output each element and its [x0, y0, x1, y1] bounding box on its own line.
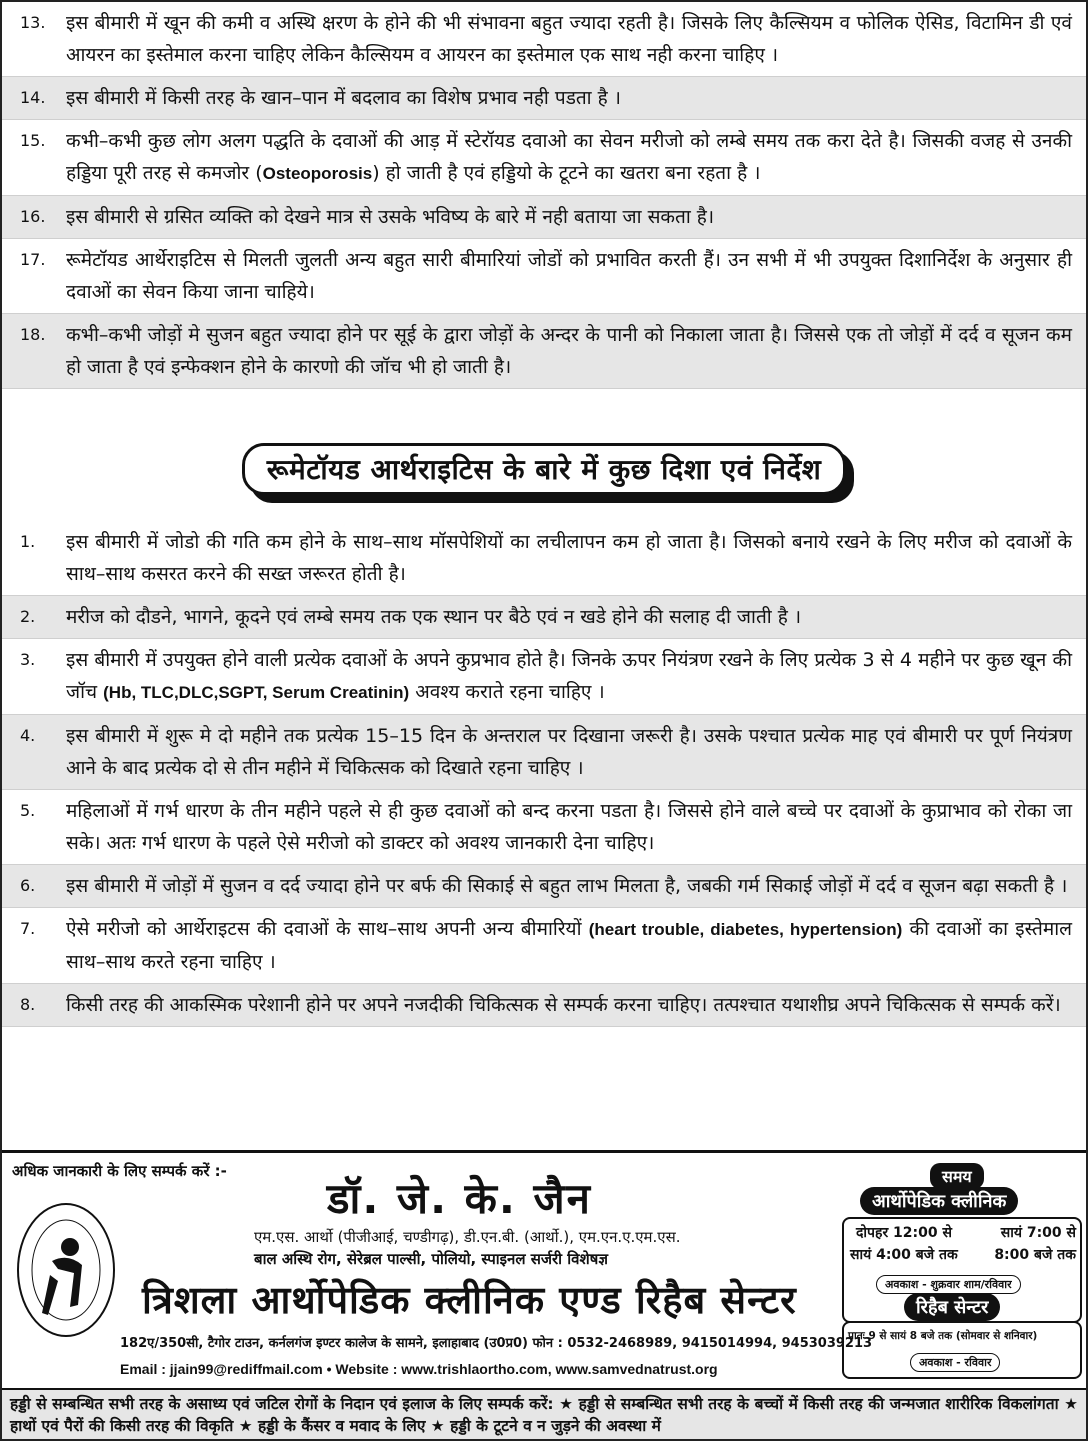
- clinic-timing-label: आर्थोपेडिक क्लीनिक: [860, 1187, 1018, 1215]
- item-text: इस बीमारी में किसी तरह के खान–पान में बदलाव का विशेष प्रभाव नही पडता है ।: [66, 87, 621, 109]
- item-number: 7.: [20, 919, 36, 938]
- item-text: कभी–कभी कुछ लोग अलग पद्धति के दवाओं की आड़ में स्टेरॉयड दवाओ का सेवन मरीजो को लम्बे समय तक करा देते है। जिसकी वजह से उनकी हड्डिया पूरी तरह से कमजोर (: [66, 130, 1072, 184]
- slot2-start: सायं 7:00 से: [1000, 1225, 1076, 1241]
- item-text: इस बीमारी में शुरू मे दो महीने तक प्रत्येक 15–15 दिन के अन्तराल पर दिखाना जरूरी है। उसके पश्चात प्रत्येक माह एवं बीमारी पर पूर्ण नियंत्रण आने के बाद प्रत्येक दो से तीन महीने में चिकित्सक को दिखाते रहना चाहिए ।: [66, 725, 1072, 779]
- item-number: 8.: [20, 995, 36, 1014]
- item-bold-term: (heart trouble, diabetes, hypertension): [588, 920, 903, 939]
- section-heading-wrap: [2, 389, 1086, 521]
- guide-item-2: [2, 596, 1086, 639]
- guide-item-6: [2, 865, 1086, 908]
- item-number: 18.: [20, 325, 46, 344]
- item-number: 15.: [20, 131, 46, 150]
- doctor-specialties: बाल अस्थि रोग, सेरेब्रल पाल्सी, पोलियो, स्पाइनल सर्जरी विशेषज्ञ: [254, 1250, 608, 1268]
- section-heading: रूमेटॉयड आर्थराइटिस के बारे में कुछ दिशा एवं निर्देश: [242, 443, 847, 495]
- item-text: किसी तरह की आकस्मिक परेशानी होने पर अपने नजदीकी चिकित्सक से सम्पर्क करना चाहिए। तत्पश्चात यथाशीघ्र अपने चिकित्सक से सम्पर्क करें।: [66, 994, 1061, 1016]
- item-number: 16.: [20, 207, 46, 226]
- list-item-13: [2, 2, 1086, 77]
- slot1-start: दोपहर 12:00 से: [856, 1225, 952, 1241]
- item-number: 4.: [20, 726, 36, 745]
- item-number: 6.: [20, 876, 36, 895]
- item-text: महिलाओं में गर्भ धारण के तीन महीने पहले से ही कुछ दवाओं को बन्द करना पडता है। जिससे होने वाले बच्चे पर दवाओं के कुप्राभाव को रोका जा सके। अतः गर्भ धारण के पहले ऐसे मरीजो को डाक्टर को अवश्य जानकारी देना चाहिए।: [66, 800, 1072, 854]
- list-item-18: [2, 314, 1086, 389]
- item-text: ऐसे मरीजो को आर्थेराइटस की दवाओं के साथ–साथ अपनी अन्य बीमारियों: [66, 918, 589, 940]
- timing-panel: [840, 1163, 1082, 1381]
- contact-footer: [2, 1150, 1086, 1386]
- list-item-17: [2, 239, 1086, 314]
- contact-email-website: Email : jjain99@rediffmail.com • Website : www.trishlaortho.com, www.samvednatrust.org: [120, 1361, 718, 1377]
- guide-list: [2, 521, 1086, 1027]
- clinic-name: त्रिशला आर्थोपेडिक क्लीनिक एण्ड रिहैब सेन्टर: [142, 1278, 797, 1322]
- list-item-15: [2, 120, 1086, 196]
- rehab-timing-box: [842, 1321, 1082, 1379]
- services-bar: हड्डी से सम्बन्धित सभी तरह के असाध्य एवं जटिल रोगों के निदान एवं इलाज के लिए सम्पर्क करें: ★ हड्डी से सम्बन्धित सभी तरह के बच्चों में किसी तरह की जन्मजात शारीरिक विकलांगता ★ हाथों एवं पैरों की किसी तरह की विकृति ★ हड्डी के कैंसर व मवाद के लिए ★ हड्डी के टूटने व न जुड़ने की अवस्था में: [2, 1388, 1086, 1439]
- item-text: इस बीमारी से ग्रसित व्यक्ति को देखने मात्र से उसके भविष्य के बारे में नही बताया जा सकता है।: [66, 206, 715, 228]
- guide-item-3: [2, 639, 1086, 715]
- rehab-hours: प्रातः 9 से सायं 8 बजे तक (सोमवार से शनिवार): [848, 1330, 1038, 1342]
- item-text: इस बीमारी में खून की कमी व अस्थि क्षरण के होने की भी संभावना बहुत ज्यादा रहती है। जिसके लिए कैल्सियम व फोलिक ऐसिड, विटामिन डी एवं आयरन का इस्तेमाल करना चाहिए लेकिन कैल्सियम व आयरन का इस्तेमाल एक साथ नही करना चाहिए ।: [66, 12, 1072, 66]
- clinic-logo: [12, 1195, 120, 1345]
- slot2-end: 8:00 बजे तक: [994, 1247, 1076, 1263]
- item-text: कभी–कभी जोड़ों मे सुजन बहुत ज्यादा होने पर सूई के द्वारा जोड़ों के अन्दर के पानी को निकाला जाता है। जिससे एक तो जोड़ों में दर्द व सूजन कम हो जाता है एवं इन्फेक्शन होने के कारणो की जॉच भी हो जाती है।: [66, 324, 1072, 378]
- item-number: 1.: [20, 532, 36, 551]
- item-bold-term: (Hb, TLC,DLC,SGPT, Serum Creatinin): [103, 683, 410, 702]
- item-number: 17.: [20, 250, 46, 269]
- timing-title: समय: [930, 1163, 984, 1189]
- item-text: इस बीमारी में जोडो की गति कम होने के साथ–साथ मॉसपेशियों का लचीलापन कम हो जाता है। जिसको बनाये रखने के लिए मरीज को दवाओं के साथ–साथ कसरत करने की सख्त जरूरत होती है।: [66, 531, 1072, 585]
- item-text: मरीज को दौडने, भागने, कूदने एवं लम्बे समय तक एक स्थान पर बैठे एवं न खडे होने की सलाह दी जाती है ।: [66, 606, 802, 628]
- item-text: अवश्य कराते रहना चाहिए ।: [409, 681, 605, 703]
- guide-item-4: [2, 715, 1086, 790]
- item-number: 14.: [20, 88, 46, 107]
- item-bold-term: Osteoporosis: [262, 164, 373, 183]
- item-number: 5.: [20, 801, 36, 820]
- rehab-holiday: अवकाश - रविवार: [910, 1353, 1000, 1372]
- rehab-timing-label: रिहैब सेन्टर: [904, 1293, 1000, 1321]
- doctor-qualifications: एम.एस. आर्थो (पीजीआई, चण्डीगढ़), डी.एन.बी. (आर्थो.), एम.एन.ए.एम.एस.: [254, 1228, 681, 1246]
- contact-label: अधिक जानकारी के लिए सम्पर्क करें :-: [12, 1162, 227, 1180]
- item-text: की दवाओं का इस्तेमाल साथ–साथ करते रहना चाहिए ।: [66, 918, 1073, 973]
- clinic-holiday: अवकाश - शुक्रवार शाम/रविवार: [876, 1275, 1021, 1294]
- item-number: 3.: [20, 650, 36, 669]
- item-number: 2.: [20, 607, 36, 626]
- guide-item-7: [2, 908, 1086, 984]
- guide-item-1: [2, 521, 1086, 596]
- doctor-name: डॉ. जे. के. जैन: [327, 1174, 592, 1223]
- item-text: रूमेटॉयड आर्थेराइटिस से मिलती जुलती अन्य बहुत सारी बीमारियां जोडों को प्रभावित करती हैं। उन सभी में भी उपयुक्त दिशानिर्देश के अनुसार ही दवाओं का सेवन किया जाना चाहिये।: [66, 249, 1072, 303]
- item-text: इस बीमारी में उपयुक्त होने वाली प्रत्येक दवाओं के अपने कुप्रभाव होते है। जिनके ऊपर नियंत्रण रखने के लिए प्रत्येक 3 से 4 महीने पर कुछ खून की जॉच: [66, 649, 1072, 703]
- guide-item-8: [2, 984, 1086, 1027]
- list-item-14: [2, 77, 1086, 120]
- guide-item-5: [2, 790, 1086, 865]
- list-item-16: [2, 196, 1086, 239]
- item-number: 13.: [20, 13, 46, 32]
- top-list: [2, 2, 1086, 389]
- item-text: ) हो जाती है एवं हड्डियो के टूटने का खतरा बना रहता है ।: [372, 162, 761, 184]
- clinic-address: 182ए/350सी, टैगोर टाउन, कर्नलगंज इण्टर कालेज के सामने, इलाहाबाद (उ0प्र0) फोन : 0532-2468989, 9415014994, 9453039213: [120, 1336, 873, 1351]
- item-text: इस बीमारी में जोड़ों में सुजन व दर्द ज्यादा होने पर बर्फ की सिकाई से बहुत लाभ मिलता है, जबकी गर्म सिकाई जोड़ों में दर्द व सूजन बढ़ा सकती है ।: [66, 875, 1068, 897]
- slot1-end: सायं 4:00 बजे तक: [850, 1247, 958, 1263]
